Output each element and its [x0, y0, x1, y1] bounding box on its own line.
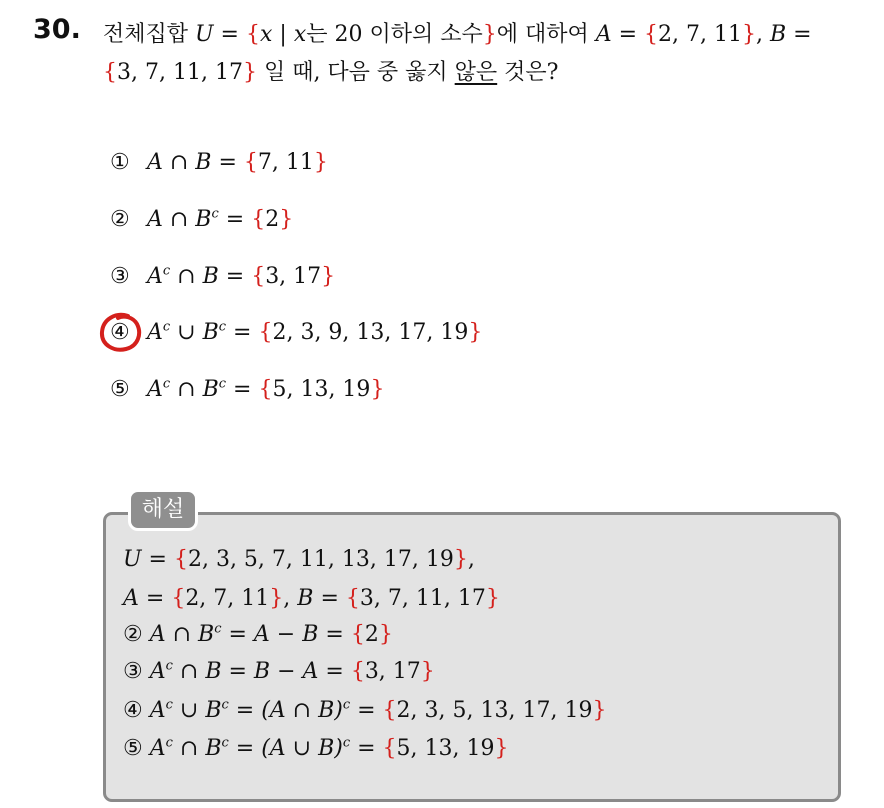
stem-brace-close: }: [482, 22, 497, 47]
stem-eq3: =: [786, 22, 812, 47]
sol-values: 2: [364, 622, 379, 647]
complement-sup: c: [218, 376, 227, 392]
solution-badge: 해설: [128, 489, 198, 531]
sol-values: 2, 3, 5, 13, 17, 19: [396, 698, 593, 723]
option-expr: A ∩ B: [147, 207, 212, 232]
complement-sup: c: [162, 376, 171, 392]
brace-open: {: [258, 320, 273, 345]
brace-close: }: [592, 698, 607, 723]
option-expr-a: A: [147, 264, 163, 289]
brace-close: }: [279, 207, 294, 232]
sol-universal-values: 2, 3, 5, 7, 11, 13, 17, 19: [187, 547, 454, 572]
brace-close: }: [269, 586, 284, 611]
complement-sup: c: [165, 697, 173, 713]
solution-line-3: [123, 619, 393, 651]
complement-sup: c: [342, 697, 351, 713]
sol-a-values: 2, 7, 11: [185, 586, 270, 611]
sol-expr-mid: ∩ B: [172, 736, 222, 761]
stem-end: 것은?: [497, 60, 559, 85]
sol-marker: ②: [123, 622, 143, 647]
option-marker: ①: [110, 150, 130, 175]
sol-expr: A: [149, 659, 166, 684]
stem-b-values: 3, 7, 11, 17: [117, 60, 243, 85]
brace-close: }: [494, 736, 509, 761]
option-4[interactable]: ④ $A^c$ ∪ $B^c = \{2$, 3, 9, 13, 17, 19}: [110, 318, 482, 348]
brace-open: {: [173, 547, 188, 572]
sol-expr: A: [149, 736, 166, 761]
option-expr-a: A: [147, 377, 163, 402]
stem-tail: 일 때, 다음 중 옳지: [256, 60, 455, 85]
sol-expr: A: [149, 698, 166, 723]
stem-brace-open2: {: [644, 22, 659, 47]
option-values: 7, 11: [257, 150, 314, 175]
solution-line-2: A = {2, 7, 11}, B = {3, 7, 11, 17}: [123, 586, 500, 611]
sol-expr-mid2: = (A ∪ B): [228, 736, 343, 761]
stem-var-x2: x: [293, 22, 307, 47]
stem-brace-close3: }: [242, 60, 257, 85]
question-number: 30.: [33, 14, 81, 45]
sol-a-lhs: A =: [123, 586, 172, 611]
sol-marker: ③: [123, 659, 143, 684]
option-expr-b: ∩ B: [170, 264, 219, 289]
option-marker: ④: [110, 320, 130, 345]
option-1[interactable]: ① A ∩ B = {7, 11}: [110, 148, 328, 178]
complement-sup: c: [211, 206, 219, 222]
brace-open: {: [251, 264, 266, 289]
solution-line-4: [123, 656, 435, 688]
brace-close: }: [321, 264, 336, 289]
stem-var-x: x: [259, 22, 273, 47]
option-expr-b: ∩ B: [170, 377, 219, 402]
complement-sup: c: [214, 621, 222, 637]
sol-b-lhs: B =: [297, 586, 346, 611]
option-values: 3, 17: [265, 264, 322, 289]
stem-condition: 는 20 이하의 소수: [306, 22, 483, 47]
sol-expr: A ∩ B: [149, 622, 215, 647]
brace-open: {: [243, 150, 258, 175]
brace-close: }: [468, 320, 483, 345]
brace-open: {: [350, 659, 365, 684]
option-expr-b: ∪ B: [170, 320, 219, 345]
sol-expr-mid2: = (A ∩ B): [228, 698, 343, 723]
sol-values: 5, 13, 19: [396, 736, 495, 761]
option-marker: ②: [110, 207, 130, 232]
sol-marker: ④: [123, 698, 143, 723]
brace-close: }: [313, 150, 328, 175]
solution-line-6: [123, 733, 509, 765]
complement-sup: c: [221, 735, 229, 751]
sol-expr-mid: ∪ B: [172, 698, 222, 723]
option-values: 2, 3, 9, 13, 17, 19: [272, 320, 469, 345]
stem-eq2: =: [611, 22, 645, 47]
option-values: 2: [265, 207, 280, 232]
brace-open: {: [345, 586, 360, 611]
stem-lead: 전체집합: [103, 22, 196, 47]
sol-b-values: 3, 7, 11, 17: [359, 586, 486, 611]
stem-brace-open3: {: [103, 60, 117, 85]
brace-open: {: [382, 736, 397, 761]
option-values: 5, 13, 19: [272, 377, 371, 402]
option-marker: ③: [110, 264, 130, 289]
stem-underlined-word: 않은: [454, 60, 498, 85]
sol-eq: =: [350, 736, 383, 761]
brace-open: {: [350, 622, 365, 647]
option-expr: A ∩ B: [147, 150, 212, 175]
sol-marker: ⑤: [123, 736, 143, 761]
complement-sup: c: [165, 658, 173, 674]
stem-set-a: A: [595, 22, 612, 47]
sol-values: 3, 17: [364, 659, 421, 684]
stem-universal-set: U: [195, 22, 214, 47]
stem-set-b: B: [770, 22, 787, 47]
selected-answer-circle-icon: [98, 310, 144, 354]
brace-close: }: [420, 659, 435, 684]
complement-sup: c: [218, 319, 227, 335]
brace-close: }: [485, 586, 500, 611]
option-5[interactable]: ⑤ $A^c$ ∩ $B^c = \{5$, 13, 19}: [110, 375, 384, 405]
stem-eq: =: [213, 22, 246, 47]
option-expr-a: A: [147, 320, 163, 345]
solution-line-1: U = {2, 3, 5, 7, 11, 13, 17, 19},: [123, 547, 475, 572]
sol-eq: =: [350, 698, 383, 723]
brace-open: {: [258, 377, 273, 402]
brace-close: }: [453, 547, 468, 572]
stem-brace-close2: }: [742, 22, 757, 47]
complement-sup: c: [221, 697, 229, 713]
option-marker: ⑤: [110, 377, 130, 402]
sol-expr-rest: ∩ B = B − A =: [172, 659, 351, 684]
complement-sup: c: [162, 263, 171, 279]
stem-brace-open: {: [245, 22, 260, 47]
solution-line-5: [123, 695, 606, 727]
brace-open: {: [171, 586, 186, 611]
brace-open: {: [382, 698, 397, 723]
brace-close: }: [370, 377, 385, 402]
sol-expr-rest: = A − B =: [221, 622, 351, 647]
option-2[interactable]: ② A ∩ $B^c = \{2\}$: [110, 205, 293, 235]
option-3[interactable]: ③ $A^c$ ∩ B = {3, 17}: [110, 262, 335, 292]
stem-bar: |: [272, 22, 294, 47]
brace-open: {: [251, 207, 266, 232]
sol-universal-lhs: U =: [123, 547, 174, 572]
complement-sup: c: [162, 319, 171, 335]
stem-mid: 에 대하여: [496, 22, 596, 47]
brace-close: }: [378, 622, 393, 647]
complement-sup: c: [342, 735, 351, 751]
stem-comma: ,: [756, 22, 771, 47]
stem-a-values: 2, 7, 11: [658, 22, 743, 47]
question-stem: [103, 16, 873, 92]
complement-sup: c: [165, 735, 173, 751]
